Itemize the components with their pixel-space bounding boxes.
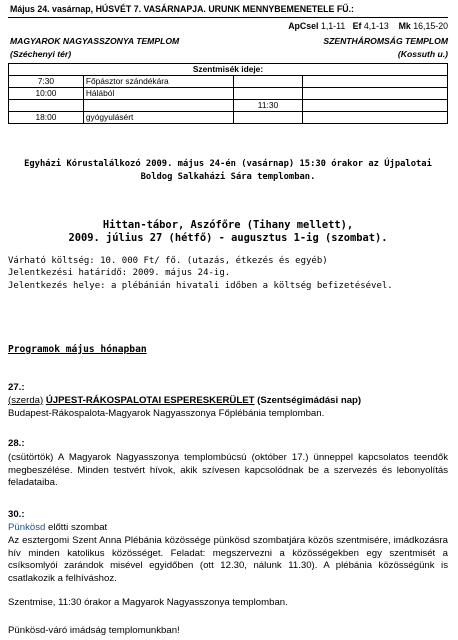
occasion-rest: előtti szombat xyxy=(45,522,108,533)
program-mass-line: Szentmise, 11:30 órakor a Magyarok Nagyasszonya templomban. xyxy=(8,597,288,608)
camp-detail: Jelentkezés helye: a plébánián hivatali időben a költség befizetésével. xyxy=(8,280,393,291)
right-time-cell xyxy=(233,76,303,88)
right-intent-cell xyxy=(303,88,448,100)
program-title-line xyxy=(8,395,361,406)
church-left: MAGYAROK NAGYASSZONYA TEMPLOM xyxy=(10,36,180,46)
table-row xyxy=(9,100,448,112)
right-intent-cell xyxy=(303,100,448,112)
program-day: 28.: xyxy=(8,438,25,449)
table-row xyxy=(9,76,448,88)
camp-line-1: Hittan-tábor, Aszófőre (Tihany mellett), xyxy=(102,219,354,231)
programs-heading: Programok május hónapban xyxy=(8,344,147,355)
program-day: 27.: xyxy=(8,382,25,393)
choir-line-2: Boldog Salkaházi Sára templomban. xyxy=(140,172,316,182)
program-occasion xyxy=(8,522,107,533)
table-row xyxy=(9,112,448,124)
program-body: Budapest-Rákospalota-Magyarok Nagyasszonya Főplébánia templomban. xyxy=(8,408,325,419)
program-body: (csütörtök) A Magyarok Nagyasszonya templombúcsú (október 17.) ünneppel kapcsolatos teendők megbeszélése. Minden testvért hívok, akik szívesen kapcsolódnak be a szervezés és lebonyolítás feladataiba. xyxy=(8,452,448,489)
table-row xyxy=(9,88,448,100)
closing-line: Pünkösd-váró imádság templomunkban! xyxy=(8,625,180,636)
left-time-cell: 7:30 xyxy=(9,76,84,88)
reading-book-3: Mk xyxy=(398,21,411,31)
location-left: (Széchenyi tér) xyxy=(10,49,72,59)
choir-line-1: Egyházi Kórustalálkozó 2009. május 24-én (vasárnap) 15:30 órakor az Újpalotai xyxy=(24,159,432,169)
reading-ref-2: 4,1-13 xyxy=(363,21,389,31)
left-intent-cell xyxy=(83,100,233,112)
right-intent-cell xyxy=(303,112,448,124)
program-body: Az esztergomi Szent Anna Plébánia közössége pünkösd szombatjára közös szentmisére, imádkozásra hív minden katolikus közösséget. Feladat: megszervezni a közösségekben egy szentmisét a csíksomlyói zarándok misével egyidőben (ott 12.30, nálunk 11.30). A plébánia közösségünk is csatlakozik a felhíváshoz. xyxy=(8,535,448,584)
right-intent-cell xyxy=(303,76,448,88)
camp-detail: Jelentkezési határidő: 2009. május 24-ig. xyxy=(8,268,231,279)
right-time-cell xyxy=(233,88,303,100)
mass-schedule-table xyxy=(8,63,448,124)
readings-line xyxy=(240,21,448,31)
location-right: (Kossuth u.) xyxy=(397,49,448,59)
left-time-cell: 18:00 xyxy=(9,112,84,124)
camp-details xyxy=(8,255,393,292)
reading-book-1: ApCsel xyxy=(288,21,319,31)
reading-book-2: Ef xyxy=(352,21,362,31)
occasion-word: Pünkösd xyxy=(8,522,46,533)
program-event-title: ÚJPEST-RÁKOSPALOTAI ESPERESKERÜLET xyxy=(45,395,255,406)
church-right: SZENTHÁROMSÁG TEMPLOM xyxy=(323,36,448,46)
schedule-title: Szentmisék ideje: xyxy=(9,64,448,76)
reading-ref-1: 1,1-11 xyxy=(320,21,346,31)
right-time-cell: 11:30 xyxy=(233,100,303,112)
program-day: 30.: xyxy=(8,509,25,520)
program-event-note: (Szentségimádási nap) xyxy=(257,395,362,406)
header-divider xyxy=(8,17,448,18)
camp-detail: Várható költség: 10. 000 Ft/ fő. (utazás, étkezés és egyéb) xyxy=(8,256,328,266)
right-time-cell xyxy=(233,112,303,124)
date-line: Május 24. vasárnap, HÚSVÉT 7. VASÁRNAPJA. URUNK MENNYBEMENETELE FŰ.: xyxy=(10,4,354,14)
table-row xyxy=(9,64,448,76)
left-time-cell: 10:00 xyxy=(9,88,84,100)
left-intent-cell: gyógyulásért xyxy=(83,112,233,124)
program-weekday: (szerda) xyxy=(8,395,44,406)
left-intent-cell: Hálából xyxy=(83,88,233,100)
camp-line-2: 2009. július 27 (hétfő) - augusztus 1-ig (szombat). xyxy=(68,232,388,244)
left-intent-cell: Főpásztor szándékára xyxy=(83,76,233,88)
left-time-cell xyxy=(9,100,84,112)
reading-ref-3: 16,15-20 xyxy=(413,21,448,31)
